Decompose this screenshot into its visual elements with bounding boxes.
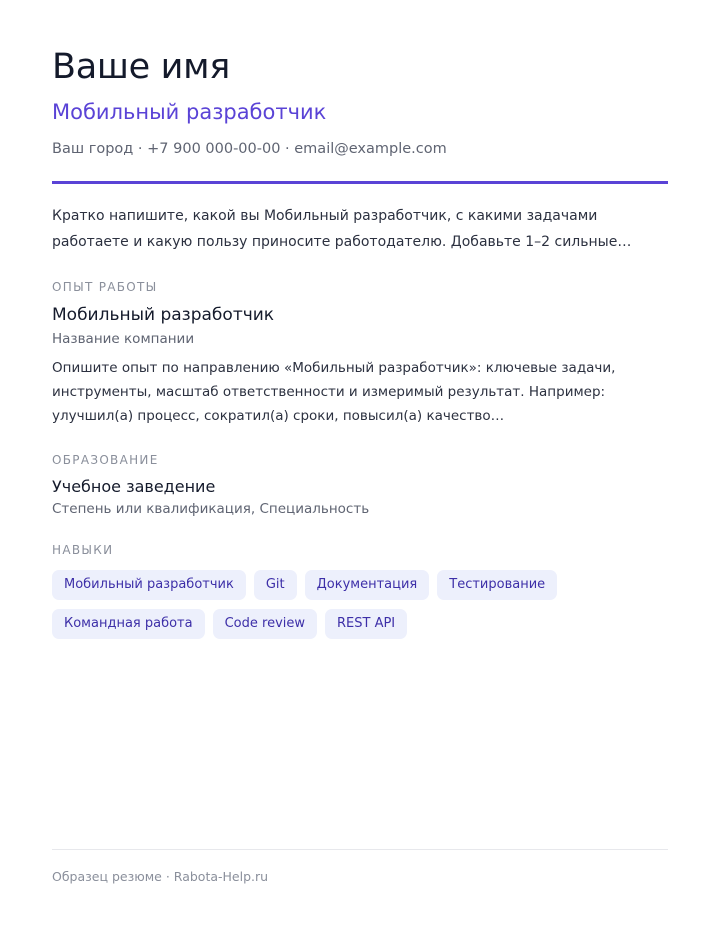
- education-section-title: ОБРАЗОВАНИЕ: [52, 453, 159, 467]
- skills-section-title: НАВЫКИ: [52, 543, 114, 557]
- skill-chip: Git: [254, 570, 297, 600]
- candidate-position: Мобильный разработчик: [52, 100, 327, 124]
- header-divider: [52, 181, 668, 184]
- candidate-name: Ваше имя: [52, 47, 230, 87]
- experience-section-title: ОПЫТ РАБОТЫ: [52, 280, 158, 294]
- skill-chip: REST API: [325, 609, 407, 639]
- education-institution: Учебное заведение: [52, 477, 216, 496]
- skill-chip: Командная работа: [52, 609, 205, 639]
- job-title: Мобильный разработчик: [52, 305, 275, 325]
- summary-text: Кратко напишите, какой вы Мобильный разработчик, с какими задачами работаете и какую пользу приносите работодателю. Добавьте 1–2 сильные…: [52, 208, 632, 250]
- skills-list: [52, 570, 612, 639]
- skill-chip: Code review: [213, 609, 317, 639]
- footer-text: Образец резюме · Rabota-Help.ru: [52, 869, 269, 884]
- footer-divider: [52, 849, 668, 850]
- company-name: Название компании: [52, 331, 195, 347]
- skill-chip: Мобильный разработчик: [52, 570, 246, 600]
- skill-chip: Тестирование: [437, 570, 557, 600]
- contact-line: Ваш город · +7 900 000-00-00 · email@example.com: [52, 141, 447, 157]
- job-description: Опишите опыт по направлению «Мобильный разработчик»: ключевые задачи, инструменты, масштаб ответственности и измеримый результат. Например: улучшил(а) процесс, сократил(а) сроки, повысил(а) качество…: [52, 360, 616, 424]
- education-details: Степень или квалификация, Специальность: [52, 501, 370, 517]
- skill-chip: Документация: [305, 570, 430, 600]
